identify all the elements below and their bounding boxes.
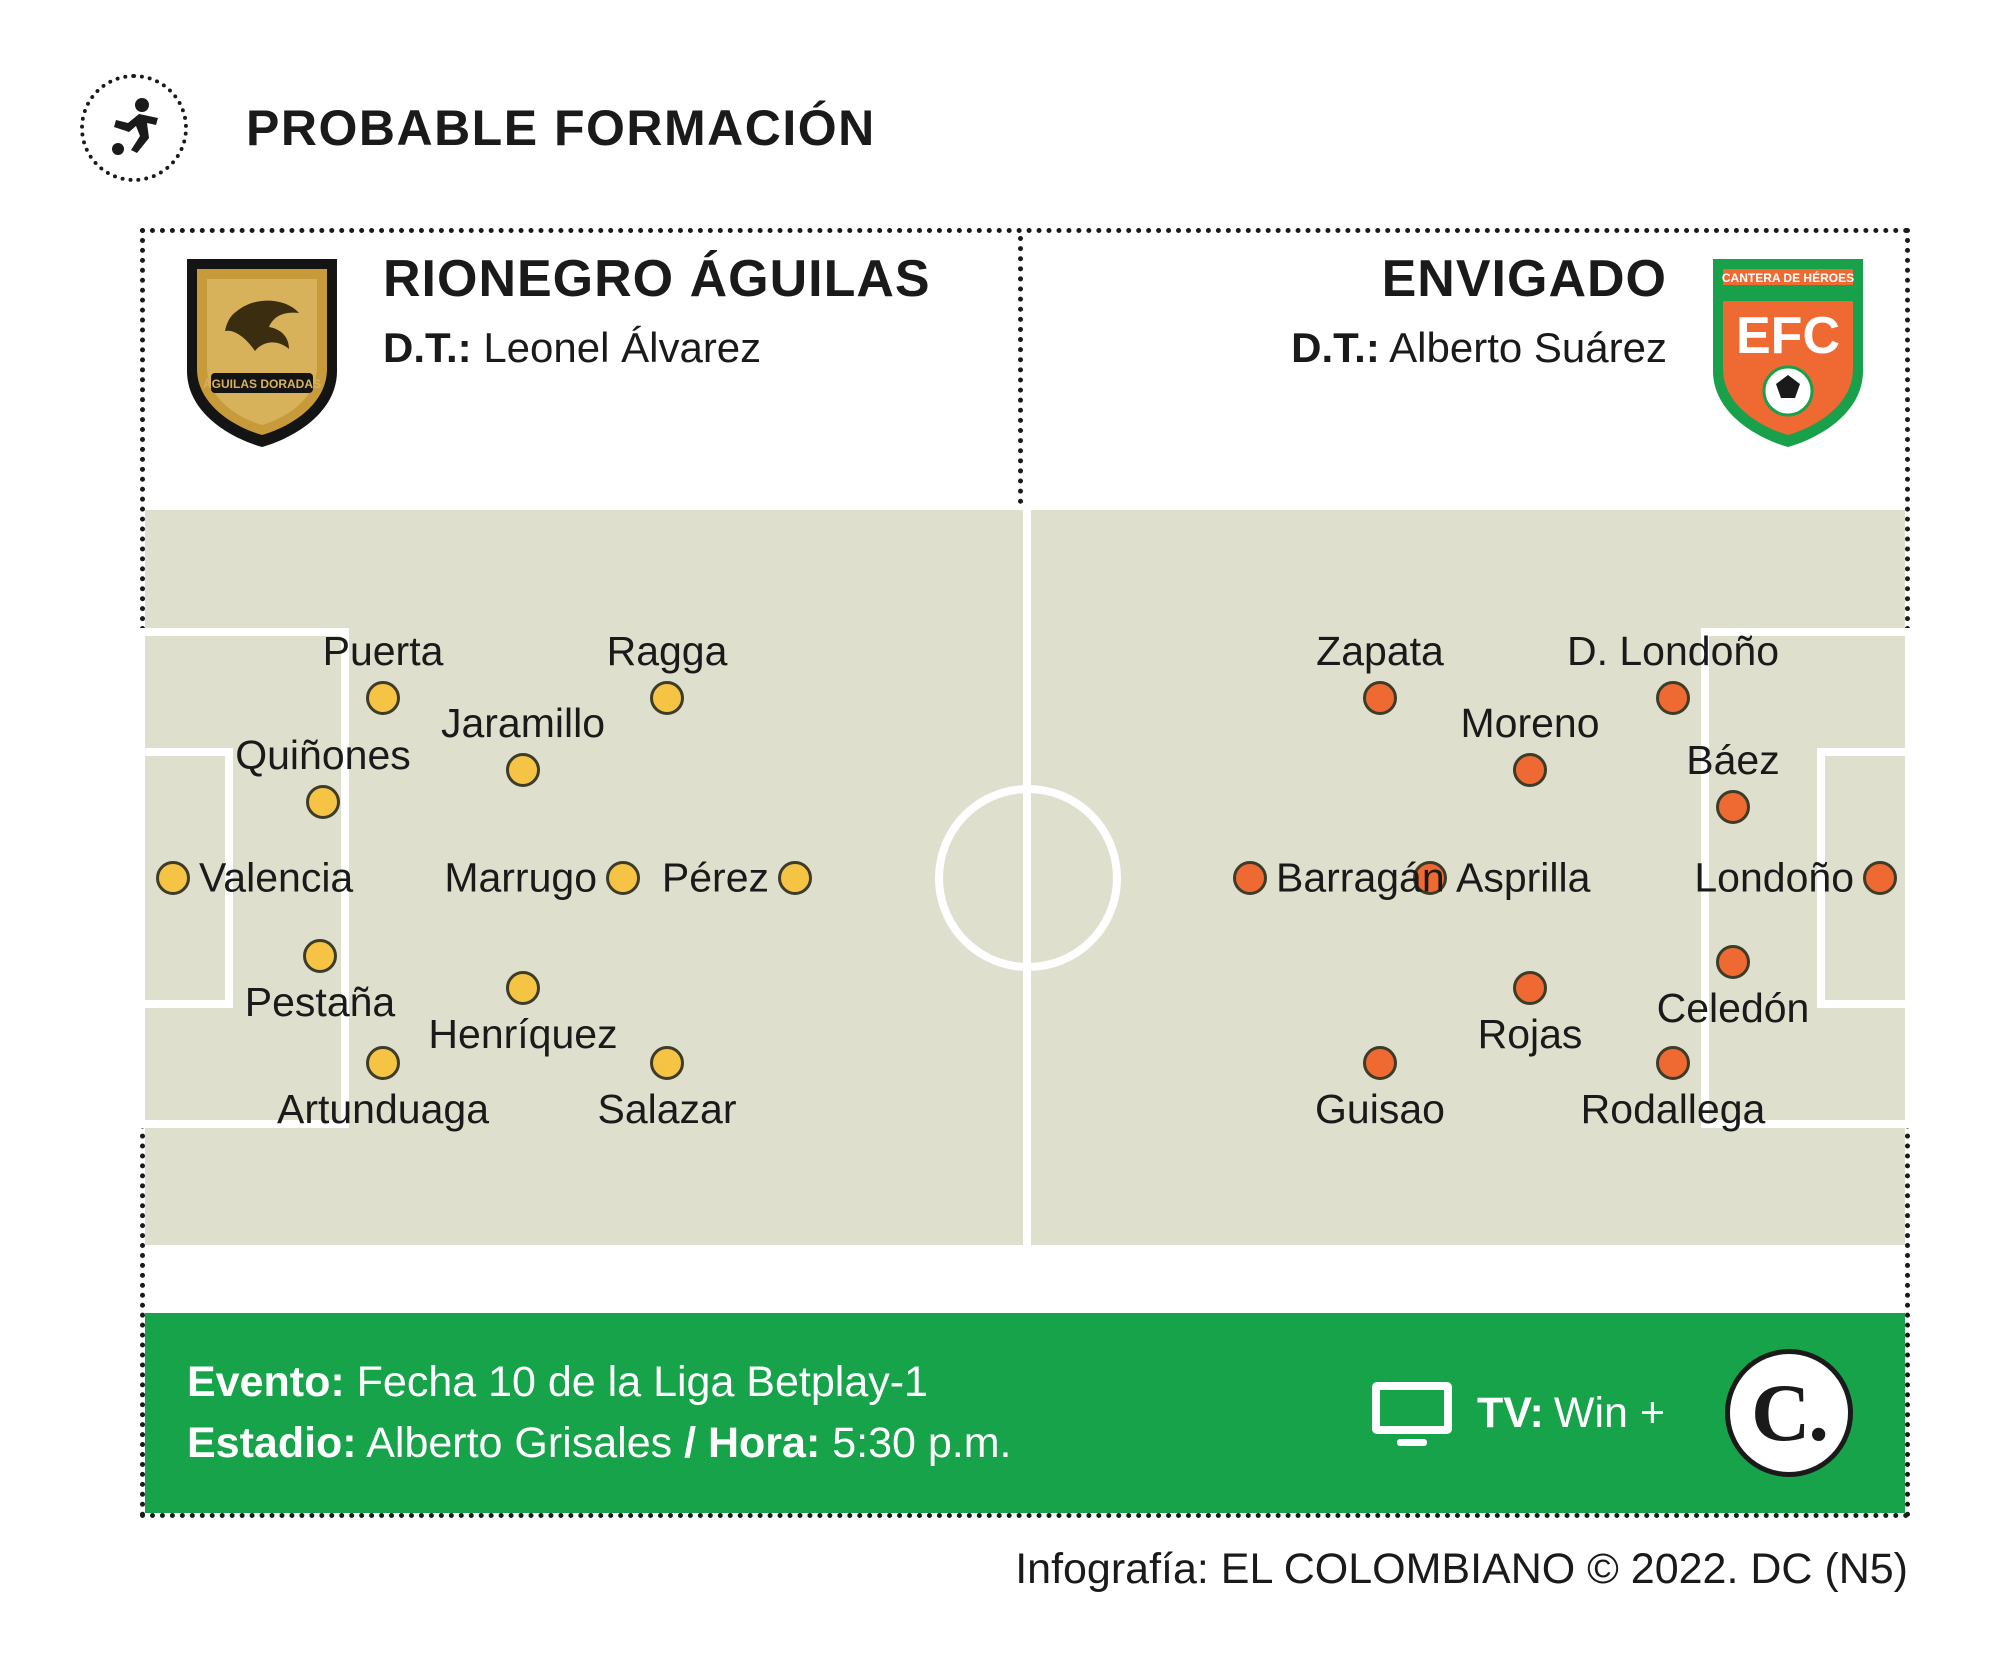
time-value: 5:30 p.m. [832, 1419, 1012, 1467]
team-away [1025, 233, 1905, 503]
player-dot-icon [1513, 753, 1547, 787]
away-coach-label: D.T.: [1291, 324, 1380, 372]
player-name: Guisao [1315, 1086, 1445, 1132]
stadium-value: Alberto Grisales [366, 1419, 673, 1467]
tv-icon [1369, 1379, 1455, 1447]
event-label: Evento: [187, 1357, 345, 1406]
player-name: Pestaña [244, 979, 396, 1025]
player-dot-icon [1656, 681, 1690, 715]
stadium-label: Estadio: [187, 1419, 357, 1467]
home-team-coach [383, 322, 761, 373]
info-separator: / [684, 1419, 697, 1467]
player-name: Henríquez [428, 1011, 618, 1057]
player-name: Quiñones [235, 732, 411, 778]
tv-label: TV: [1476, 1388, 1544, 1437]
player-dot-icon [303, 939, 337, 973]
player-dot-icon [506, 753, 540, 787]
player-dot-icon [156, 861, 190, 895]
player-name: Artunduaga [276, 1086, 490, 1132]
away-coach-name: Alberto Suárez [1389, 324, 1667, 372]
soccer-player-icon [80, 74, 188, 182]
player-dot-icon [650, 1046, 684, 1080]
player-dot-icon [1716, 790, 1750, 824]
credit-line: Infografía: EL COLOMBIANO © 2022. DC (N5) [1015, 1545, 1908, 1593]
player-name: Ragga [606, 628, 728, 674]
stadium-line [187, 1413, 1369, 1474]
player-dot-icon [1716, 945, 1750, 979]
pitch [145, 510, 1905, 1245]
player-dot-icon [1363, 681, 1397, 715]
away-team-name: ENVIGADO [1381, 250, 1667, 308]
player-name: Puerta [322, 628, 444, 674]
player-name: Londoño [1694, 854, 1854, 901]
svg-text:EFC: EFC [1736, 307, 1840, 365]
player-name: Barragán [1276, 854, 1445, 901]
home-team-crest-icon [177, 251, 347, 451]
player-name: Rojas [1477, 1011, 1583, 1057]
player-dot-icon [366, 1046, 400, 1080]
player-dot-icon [366, 681, 400, 715]
home-team-name: RIONEGRO ÁGUILAS [383, 250, 931, 308]
time-label: Hora: [707, 1419, 821, 1467]
player-name: Valencia [199, 854, 354, 901]
svg-text:CANTERA DE HÉROES: CANTERA DE HÉROES [1721, 271, 1855, 285]
player-dot-icon [1863, 861, 1897, 895]
player-name: Asprilla [1456, 854, 1591, 901]
player-name: Marrugo [444, 854, 597, 901]
player-name: Salazar [597, 1086, 737, 1132]
center-circle [935, 785, 1121, 971]
player-dot-icon [606, 861, 640, 895]
el-colombiano-logo [1725, 1349, 1853, 1477]
player-dot-icon [506, 971, 540, 1005]
player-name: Jaramillo [440, 700, 606, 746]
player-name: Zapata [1316, 628, 1444, 674]
away-team-coach [1291, 322, 1667, 373]
team-home [145, 233, 1025, 503]
player-dot-icon [778, 861, 812, 895]
player-dot-icon [306, 785, 340, 819]
header [80, 78, 1780, 178]
page-title: PROBABLE FORMACIÓN [246, 100, 876, 156]
tv-info [1369, 1379, 1665, 1447]
player-dot-icon [650, 681, 684, 715]
event-line [187, 1352, 1369, 1413]
away-team-crest-icon [1703, 251, 1873, 451]
match-info-text [187, 1352, 1369, 1474]
player-name: Celedón [1656, 985, 1810, 1031]
player-name: Moreno [1460, 700, 1600, 746]
home-coach-label: D.T.: [383, 324, 472, 372]
svg-text:ÁGUILAS DORADAS: ÁGUILAS DORADAS [202, 377, 322, 391]
player-dot-icon [1363, 1046, 1397, 1080]
event-value: Fecha 10 de la Liga Betplay-1 [356, 1357, 928, 1406]
player-name: Rodallega [1580, 1086, 1766, 1132]
player-dot-icon [1513, 971, 1547, 1005]
teams-strip [145, 233, 1905, 503]
home-coach-name: Leonel Álvarez [483, 324, 762, 372]
player-name: Báez [1686, 737, 1780, 783]
player-dot-icon [1233, 861, 1267, 895]
player-name: D. Londoño [1566, 628, 1780, 674]
player-name: Pérez [661, 854, 769, 901]
player-dot-icon [1656, 1046, 1690, 1080]
match-info-bar [145, 1313, 1905, 1513]
logo-text: C. [1751, 1367, 1827, 1458]
tv-value: Win + [1553, 1388, 1665, 1437]
